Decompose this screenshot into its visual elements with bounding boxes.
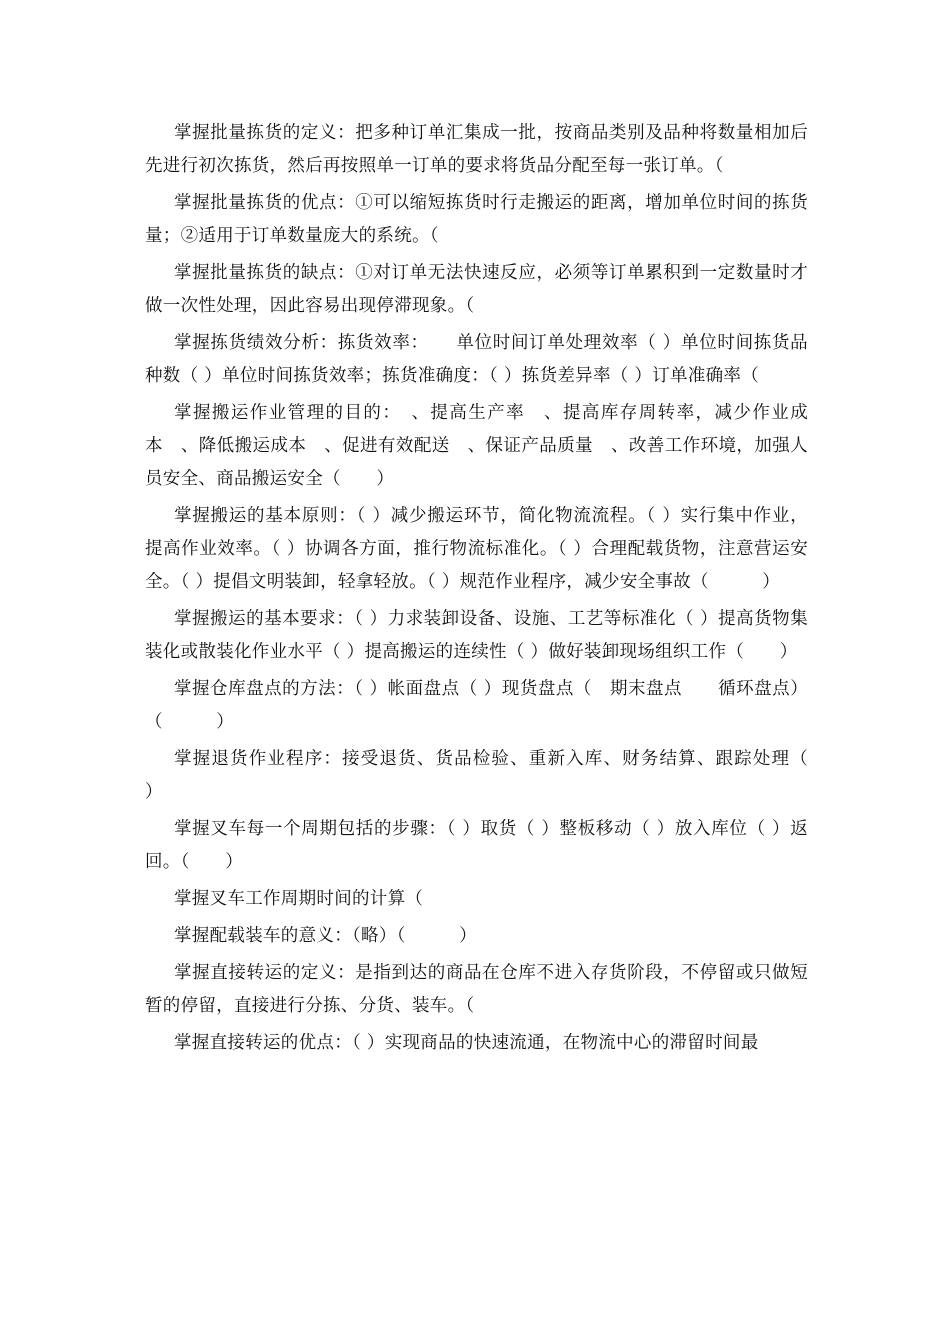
paragraph-handling-principles: 掌握搬运的基本原则：（ ）减少搬运环节，简化物流流程。（ ）实行集中作业，提高作业效率。（ ）协调各方面，推行物流标准化。（ ）合理配载货物，注意营运安全。（ ）提倡文明装卸，轻拿轻放。（ ）规范作业程序，减少安全事故（ ） bbox=[145, 506, 808, 592]
paragraph-handling-requirements: 掌握搬运的基本要求：（ ）力求装卸设备、设施、工艺等标准化（ ）提高货物集装化或散装化作业水平（ ）提高搬运的连续性（ ）做好装卸现场组织工作（ ） bbox=[145, 609, 808, 662]
paragraph-picking-performance: 掌握拣货绩效分析：拣货效率： 单位时间订单处理效率（ ）单位时间拣货品种数（ ）单位时间拣货效率；拣货准确度：（ ）拣货差异率（ ）订单准确率（ bbox=[145, 333, 808, 386]
paragraph-forklift-cycle-time: 掌握叉车工作周期时间的计算（ bbox=[174, 889, 424, 909]
paragraph-batch-picking-disadvantages: 掌握批量拣货的缺点：①对订单无法快速反应，必须等订单累积到一定数量时才做一次性处理，因此容易出现停滞现象。（ bbox=[145, 263, 808, 316]
paragraph-cross-docking-definition: 掌握直接转运的定义：是指到达的商品在仓库不进入存货阶段，不停留或只做短暂的停留，直接进行分拣、分货、装车。（ bbox=[145, 963, 808, 1016]
paragraph-inventory-methods: 掌握仓库盘点的方法：（ ）帐面盘点（ ）现货盘点（ 期末盘点 循环盘点）（ ） bbox=[145, 679, 808, 732]
paragraph-batch-picking-advantages: 掌握批量拣货的优点：①可以缩短拣货时行走搬运的距离，增加单位时间的拣货量；②适用于订单数量庞大的系统。（ bbox=[145, 193, 808, 246]
paragraph-forklift-cycle-steps: 掌握叉车每一个周期包括的步骤：（ ）取货（ ）整板移动（ ）放入库位（ ）返回。（ ） bbox=[145, 819, 808, 872]
document-body bbox=[145, 117, 862, 1064]
paragraph-cross-docking-advantages: 掌握直接转运的优点：（ ）实现商品的快速流通，在物流中心的滞留时间最 bbox=[174, 1033, 759, 1053]
paragraph-return-procedure: 掌握退货作业程序：接受退货、货品检验、重新入库、财务结算、跟踪处理（ ） bbox=[145, 749, 862, 802]
paragraph-batch-picking-definition: 掌握批量拣货的定义：把多种订单汇集成一批，按商品类别及品种将数量相加后先进行初次拣货，然后再按照单一订单的要求将货品分配至每一张订单。（ bbox=[145, 123, 808, 176]
paragraph-handling-goals: 掌握搬运作业管理的目的： 、提高生产率 、提高库存周转率，减少作业成本 、降低搬运成本 、促进有效配送 、保证产品质量 、改善工作环境，加强人员安全、商品搬运安全（ ） bbox=[145, 403, 808, 489]
paragraph-loading-significance: 掌握配载装车的意义：（略）（ ） bbox=[174, 926, 477, 946]
